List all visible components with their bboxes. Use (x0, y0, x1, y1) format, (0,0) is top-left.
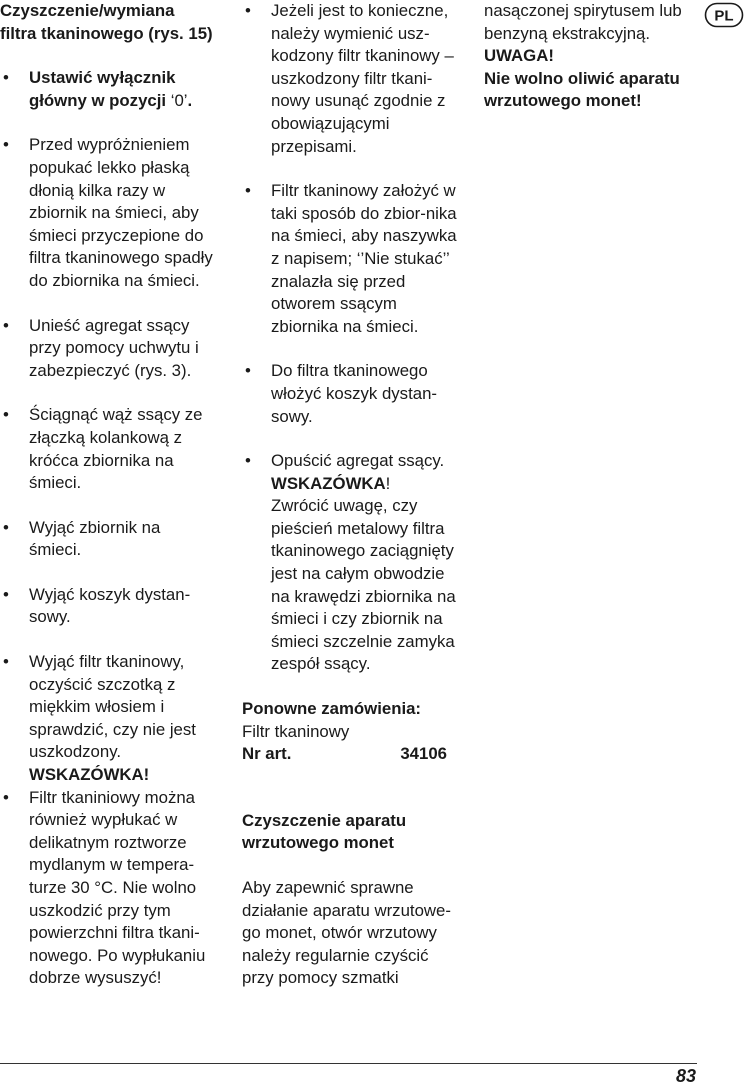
filter-steps-list-continued (242, 0, 464, 676)
note-text: Zwrócić uwagę, czy pieścień metalowy filtra tkaninowego zaciągnięty jest na całym obwodzie na krawędzi zbiornika na śmieci i czy zbiornik na śmieci szczelnie zamyka zespół ssący. (271, 496, 456, 674)
note-label: WSKAZÓWKA! (29, 765, 150, 785)
column-1 (0, 0, 215, 990)
list-item: • Opuścić agregat ssący. WSKAZÓWKA! Zwrócić uwagę, czy pieścień metalowy filtra tkaninowego zaciągnięty jest na całym obwodzie na krawędzi zbiornika na śmieci i czy zbiornik na śmieci szczelnie zamyka zespół ssący. (242, 450, 464, 676)
column-2 (242, 0, 464, 990)
list-item: • Przed wypróżnieniem popukać lekko płaską dłonią kilka razy w zbiornik na śmieci, aby śmieci przyczepione do filtra tkaninowego spadły do zbiornika na śmieci. (0, 134, 215, 292)
warning-title: UWAGA! (484, 46, 554, 66)
note-label: WSKAZÓWKA (271, 473, 386, 493)
list-item: • Filtr tkaninowy założyć w taki sposób do zbior-nika na śmieci, aby naszywka z napisem; ‘’Nie stukać’’ znalazła się przed otworem ssącym zbiornika na śmieci. (242, 180, 464, 338)
reorder-item: Filtr tkaninowy (242, 721, 350, 741)
list-item: • Wyjąć koszyk dystan-sowy. (0, 584, 215, 629)
list-item: • Unieść agregat ssący przy pomocy uchwytu i zabezpieczyć (rys. 3). (0, 315, 215, 383)
section-title-coin: Czyszczenie aparatu wrzutowego monet (242, 810, 407, 853)
article-number: 34106 (400, 744, 447, 764)
page-number: 83 (675, 1066, 696, 1086)
article-number-row (242, 743, 447, 766)
column-3 (484, 0, 699, 113)
reorder-title: Ponowne zamówienia: (242, 699, 422, 719)
language-badge-label: PL (714, 7, 734, 25)
section-title-filter: Czyszczenie/wymiana filtra tkaninowego (rys. 15) (0, 1, 213, 43)
coin-text: Aby zapewnić sprawne działanie aparatu wrzutowe-go monet, otwór wrzutowy należy regularnie czyścić przy pomocy szmatki (242, 878, 451, 988)
warning-text: Nie wolno oliwić aparatu wrzutowego monet! (484, 68, 680, 111)
filter-steps-list (0, 67, 215, 990)
list-item: • Ustawić wyłącznik główny w pozycji ‘0’. (0, 67, 215, 112)
list-item: • Wyjąć filtr tkaninowy, oczyścić szczotką z miękkim włosiem i sprawdzić, czy nie jest uszkodzony. WSKAZÓWKA! (0, 651, 215, 787)
article-label: Nr art. (242, 744, 292, 764)
list-item: • Jeżeli jest to konieczne, należy wymienić usz-kodzony filtr tkaninowy – uszkodzony filtr tkani-nowy usunąć zgodnie z obowiązującymi przepisami. (242, 0, 464, 158)
list-item: • Do filtra tkaninowego włożyć koszyk dystan-sowy. (242, 360, 464, 428)
coin-text-continued: nasączonej spirytusem lub benzyną ekstrakcyjną. (484, 1, 682, 43)
list-item: • Ściągnąć wąż ssący ze złączką kolankową z króćca zbiornika na śmieci. (0, 404, 215, 494)
footer-divider (0, 1063, 697, 1064)
language-badge-icon (704, 2, 744, 28)
list-item: • Wyjąć zbiornik na śmieci. (0, 517, 215, 562)
list-item: • Filtr tkaniniowy można również wypłukać w delikatnym roztworze mydlanym w tempera-turze 30 °C. Nie wolno uszkodzić przy tym powierzchni filtra tkani-nowego. Po wypłukaniu dobrze wysuszyć! (0, 787, 215, 990)
